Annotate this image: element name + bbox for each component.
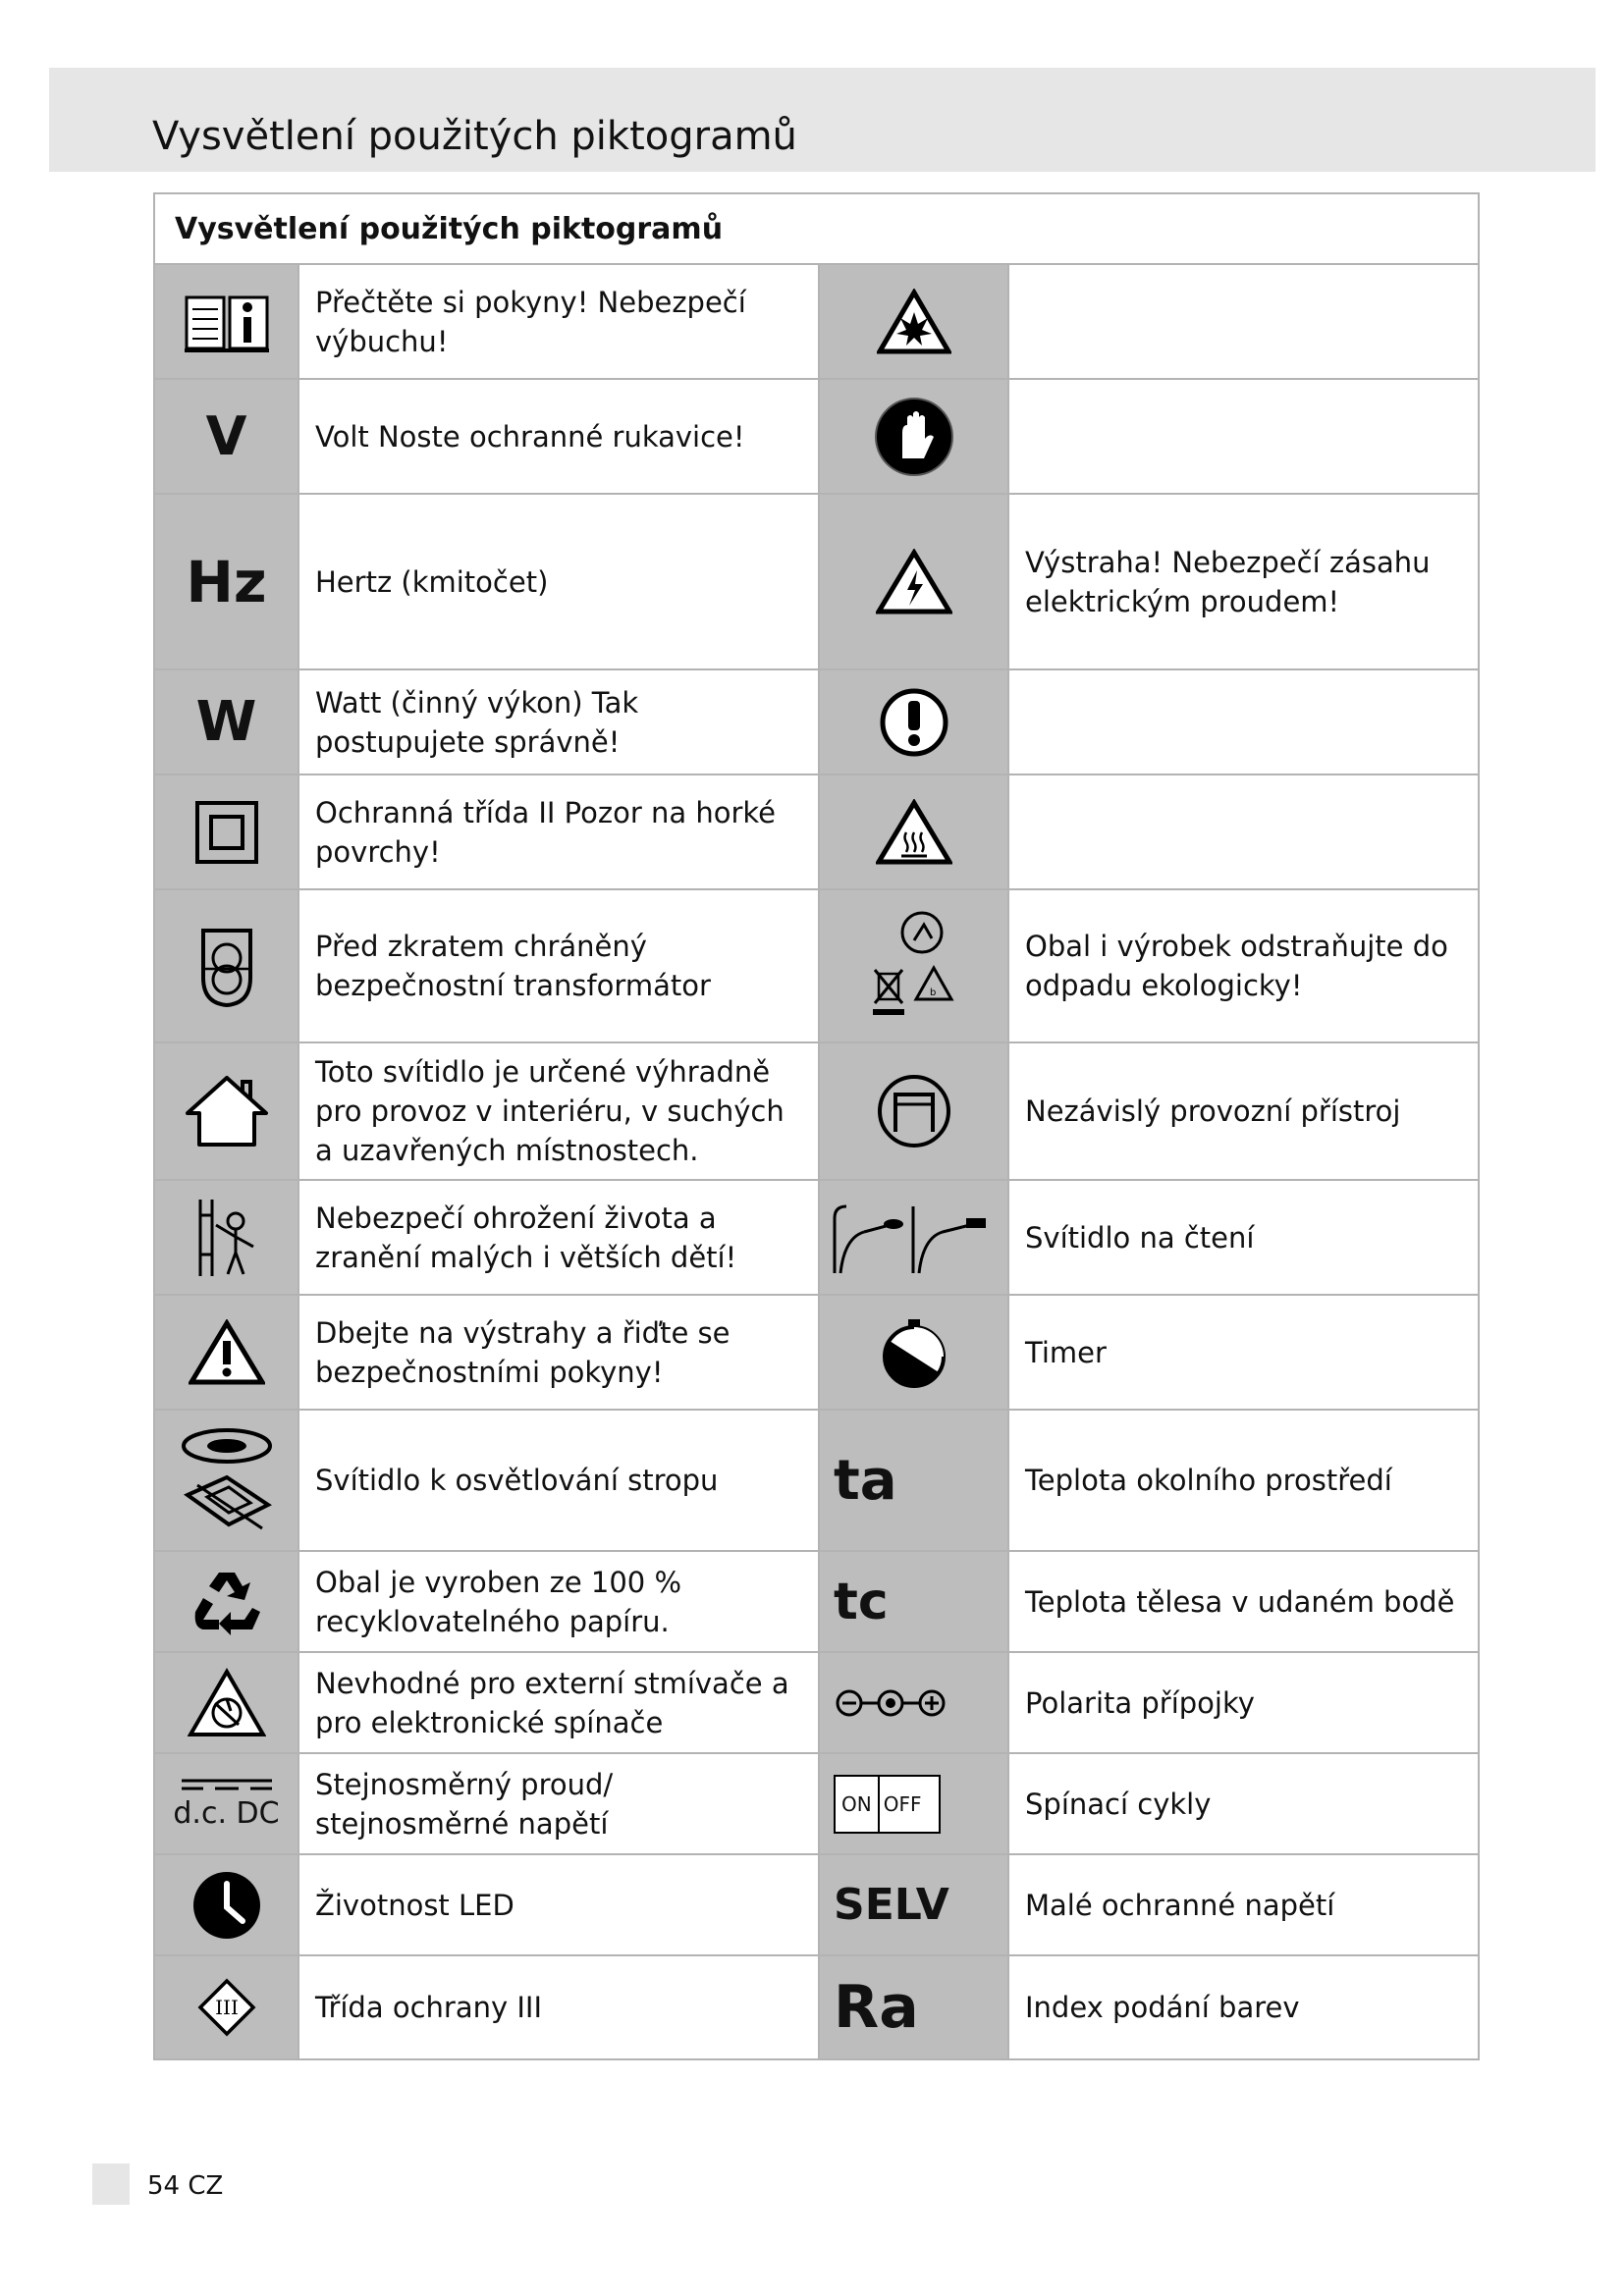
- recycling-symbols-icon: [819, 889, 1008, 1042]
- table-row: [154, 264, 1479, 379]
- table-row: [154, 1854, 1479, 1955]
- row-left-text: Životnost LED: [298, 1854, 819, 1955]
- table-row: [154, 774, 1479, 889]
- class-ii-icon: [154, 774, 298, 889]
- row-right-text: [1008, 774, 1479, 889]
- watt-symbol: W: [195, 690, 257, 754]
- row-left-text: Třída ochrany III: [298, 1955, 819, 2059]
- safety-transformer-icon: [154, 889, 298, 1042]
- row-right-text: Index podání barev: [1008, 1955, 1479, 2059]
- child-hazard-icon: [154, 1180, 298, 1295]
- row-right-text: Spínací cykly: [1008, 1753, 1479, 1854]
- timer-icon: [819, 1295, 1008, 1410]
- table-row: [154, 889, 1479, 1042]
- table-row: [154, 1652, 1479, 1753]
- table-row: [154, 379, 1479, 494]
- row-right-text: Timer: [1008, 1295, 1479, 1410]
- row-left-text: Před zkratem chráněný bezpečnostní transformátor: [298, 889, 819, 1042]
- ceiling-lamp-icon: [154, 1410, 298, 1551]
- row-right-text: Teplota tělesa v udaném bodě: [1008, 1551, 1479, 1652]
- row-left-text: Volt Noste ochranné rukavice!: [298, 379, 819, 494]
- table-row: [154, 1295, 1479, 1410]
- row-right-text: Nezávislý provozní přístroj: [1008, 1042, 1479, 1180]
- row-right-text: Výstraha! Nebezpečí zásahu elektrickým proudem!: [1008, 494, 1479, 669]
- house-icon: [154, 1042, 298, 1180]
- color-rendering-index-symbol: Ra: [834, 1973, 919, 2042]
- row-right-text: Malé ochranné napětí: [1008, 1854, 1479, 1955]
- pictogram-table: [153, 192, 1480, 2060]
- hertz-symbol: Hz: [186, 548, 267, 615]
- class-iii-icon: [154, 1955, 298, 2059]
- table-row: [154, 669, 1479, 774]
- table-row: [154, 1753, 1479, 1854]
- on-off-icon: [819, 1753, 1008, 1854]
- svg-text:b: b: [929, 988, 936, 998]
- dc-label: d.c. DC: [173, 1796, 280, 1831]
- row-right-text: Polarita přípojky: [1008, 1652, 1479, 1753]
- row-right-text: [1008, 379, 1479, 494]
- row-left-text: Svítidlo k osvětlování stropu: [298, 1410, 819, 1551]
- row-right-text: Obal i výrobek odstraňujte do odpadu ekologicky!: [1008, 889, 1479, 1042]
- row-left-text: Toto svítidlo je určené výhradně pro provoz v interiéru, v suchých a uzavřených místnostech.: [298, 1042, 819, 1180]
- ambient-temperature-symbol: ta: [834, 1448, 897, 1513]
- row-right-text: Svítidlo na čtení: [1008, 1180, 1479, 1295]
- row-left-text: Watt (činný výkon) Tak postupujete správně!: [298, 669, 819, 774]
- off-label: OFF: [883, 1791, 922, 1816]
- table-row: [154, 1410, 1479, 1551]
- page-footer: [147, 2171, 223, 2201]
- row-left-text: Obal je vyroben ze 100 % recyklovatelného papíru.: [298, 1551, 819, 1652]
- reading-lamp-icon: [819, 1180, 1008, 1295]
- table-row: [154, 1955, 1479, 2059]
- hot-surface-warning-icon: [819, 774, 1008, 889]
- page-number: 54: [147, 2171, 181, 2201]
- row-right-text: Teplota okolního prostředí: [1008, 1410, 1479, 1551]
- exclamation-circle-icon: [819, 669, 1008, 774]
- table-title: Vysvětlení použitých piktogramů: [154, 193, 1479, 264]
- volt-symbol: V: [205, 405, 247, 467]
- table-row: [154, 494, 1479, 669]
- row-left-text: Hertz (kmitočet): [298, 494, 819, 669]
- row-left-text: Přečtěte si pokyny! Nebezpečí výbuchu!: [298, 264, 819, 379]
- selv-symbol: SELV: [834, 1880, 949, 1930]
- table-row: [154, 1180, 1479, 1295]
- row-left-text: Dbejte na výstrahy a řiďte se bezpečnostními pokyny!: [298, 1295, 819, 1410]
- language-code: CZ: [188, 2171, 224, 2201]
- independent-device-icon: [819, 1042, 1008, 1180]
- recycle-icon: [154, 1551, 298, 1652]
- on-label: ON: [836, 1777, 880, 1832]
- no-dimmer-icon: [154, 1652, 298, 1753]
- table-row: [154, 1042, 1479, 1180]
- row-left-text: Stejnosměrný proud/ stejnosměrné napětí: [298, 1753, 819, 1854]
- warning-triangle-icon: [154, 1295, 298, 1410]
- class-iii-label: III: [214, 1996, 239, 2019]
- explosion-warning-icon: [819, 264, 1008, 379]
- row-left-text: Nebezpečí ohrožení života a zranění malých i větších dětí!: [298, 1180, 819, 1295]
- page-title: Vysvětlení použitých piktogramů: [152, 114, 797, 159]
- electric-shock-warning-icon: [819, 494, 1008, 669]
- dc-icon: [154, 1753, 298, 1854]
- table-row: [154, 1551, 1479, 1652]
- row-right-text: [1008, 669, 1479, 774]
- clock-icon: [154, 1854, 298, 1955]
- polarity-icon: [819, 1652, 1008, 1753]
- page-number-box: [92, 2163, 130, 2205]
- gloves-icon: [819, 379, 1008, 494]
- row-left-text: Nevhodné pro externí stmívače a pro elektronické spínače: [298, 1652, 819, 1753]
- row-right-text: [1008, 264, 1479, 379]
- row-left-text: Ochranná třída II Pozor na horké povrchy!: [298, 774, 819, 889]
- book-info-icon: [154, 264, 298, 379]
- case-temperature-symbol: tc: [834, 1572, 889, 1631]
